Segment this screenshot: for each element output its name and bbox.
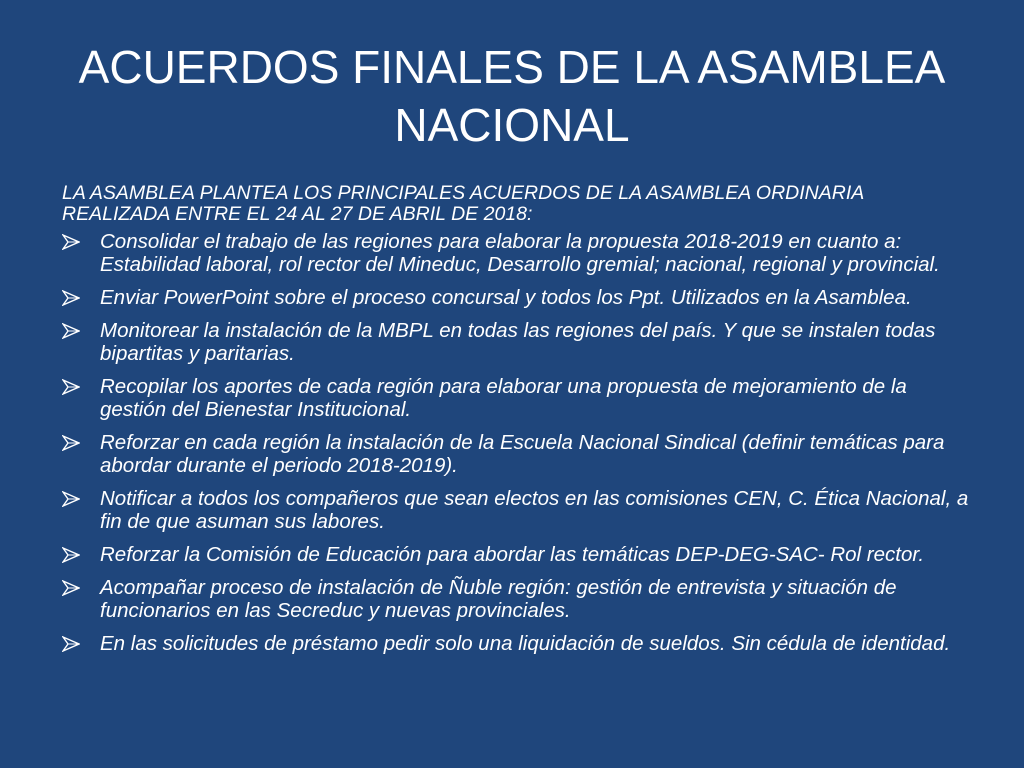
list-item [62,431,972,477]
list-item-text: Reforzar la Comisión de Educación para abordar las temáticas DEP-DEG-SAC- Rol rector. [100,543,925,566]
list-item-text: Reforzar en cada región la instalación de la Escuela Nacional Sindical (definir temáticas para abordar durante el periodo 2018-2019). [100,431,945,477]
list-item-text: Enviar PowerPoint sobre el proceso concursal y todos los Ppt. Utilizados en la Asamblea. [100,286,912,309]
list-item [62,375,972,421]
slide-body [62,183,972,655]
list-item-text: Recopilar los aportes de cada región para elaborar una propuesta de mejoramiento de la gestión del Bienestar Institucional. [100,375,907,421]
list-item [62,487,972,533]
list-item [62,230,972,276]
list-item [62,319,972,365]
slide-title: ACUERDOS FINALES DE LA ASAMBLEA NACIONAL [78,41,946,151]
arrowhead-bullet-icon [62,580,80,596]
arrowhead-bullet-icon [62,547,80,563]
arrowhead-bullet-icon [62,323,80,339]
list-item-text: Acompañar proceso de instalación de Ñuble región: gestión de entrevista y situación de funcionarios en las Secreduc y nuevas provinciales. [100,576,897,622]
arrowhead-bullet-icon [62,379,80,395]
arrowhead-bullet-icon [62,491,80,507]
intro-text: LA ASAMBLEA PLANTEA LOS PRINCIPALES ACUERDOS DE LA ASAMBLEA ORDINARIA REALIZADA ENTRE EL 24 AL 27 DE ABRIL DE 2018: [62,182,864,225]
list-item-text: Consolidar el trabajo de las regiones para elaborar la propuesta 2018-2019 en cuanto a: Estabilidad laboral, rol rector del Mineduc, Desarrollo gremial; nacional, regional y provincial. [100,230,940,276]
arrowhead-bullet-icon [62,234,80,250]
list-item [62,632,972,655]
list-item-text: En las solicitudes de préstamo pedir solo una liquidación de sueldos. Sin cédula de identidad. [100,632,951,655]
agreements-list [62,230,972,655]
list-item [62,576,972,622]
list-item [62,543,972,566]
list-item-text: Notificar a todos los compañeros que sean electos en las comisiones CEN, C. Ética Nacional, a fin de que asuman sus labores. [100,487,969,533]
arrowhead-bullet-icon [62,435,80,451]
arrowhead-bullet-icon [62,290,80,306]
arrowhead-bullet-icon [62,636,80,652]
list-item-text: Monitorear la instalación de la MBPL en todas las regiones del país. Y que se instalen todas bipartitas y paritarias. [100,319,936,365]
list-item [62,286,972,309]
